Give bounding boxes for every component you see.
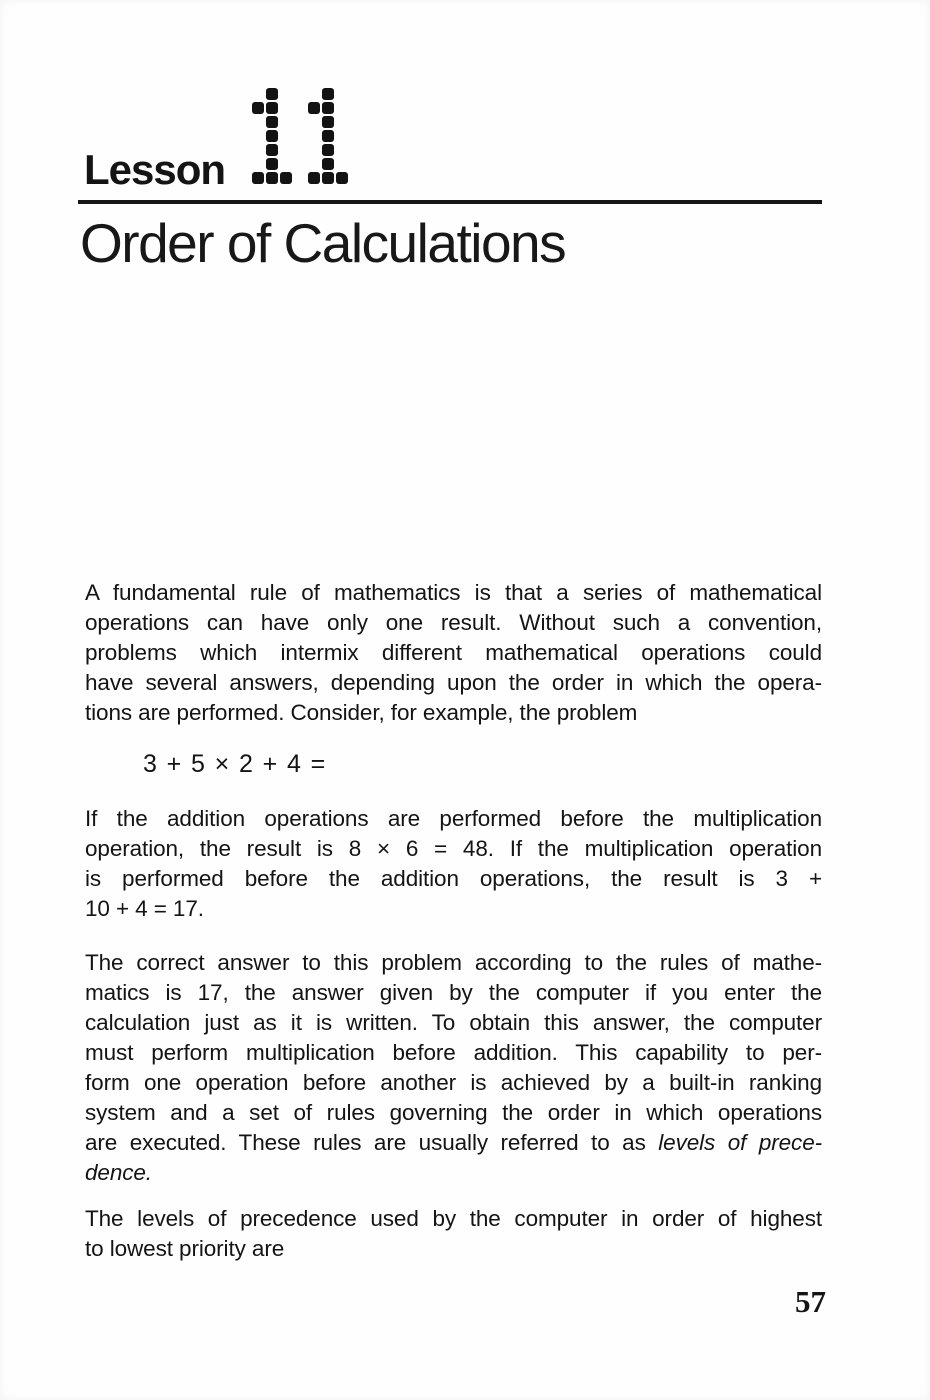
lesson-label: Lesson	[84, 146, 226, 193]
matrix-gap	[336, 116, 348, 128]
body-line: tions are performed. Consider, for example, the problem	[85, 700, 638, 725]
matrix-gap	[252, 130, 264, 142]
lesson-number-dot-matrix	[252, 88, 348, 184]
digit-matrix	[308, 88, 348, 184]
matrix-dot	[252, 102, 264, 114]
matrix-dot	[252, 172, 264, 184]
matrix-dot	[322, 172, 334, 184]
matrix-dot	[266, 88, 278, 100]
body-line: to lowest priority are	[85, 1236, 285, 1261]
matrix-dot	[266, 172, 278, 184]
matrix-gap	[308, 158, 320, 170]
matrix-dot	[308, 172, 320, 184]
matrix-dot	[266, 116, 278, 128]
matrix-gap	[252, 144, 264, 156]
body-line: problems which intermix different mathematical operations could	[85, 640, 822, 665]
body-line: operations can have only one result. Without such a convention,	[85, 610, 822, 635]
matrix-gap	[252, 116, 264, 128]
matrix-dot	[266, 144, 278, 156]
matrix-gap	[336, 102, 348, 114]
body-line: The correct answer to this problem according to the rules of mathe-	[85, 950, 822, 975]
matrix-dot	[322, 144, 334, 156]
body-text	[85, 578, 822, 1280]
lesson-header	[84, 88, 348, 193]
matrix-dot	[322, 102, 334, 114]
body-line-italic-segment: levels of prece-	[658, 1130, 822, 1155]
matrix-gap	[308, 116, 320, 128]
body-line: form one operation before another is achieved by a built-in ranking	[85, 1070, 822, 1095]
paragraph	[85, 948, 822, 1188]
matrix-dot	[308, 102, 320, 114]
body-line: system and a set of rules governing the order in which operations	[85, 1100, 822, 1125]
matrix-dot	[280, 172, 292, 184]
body-line-regular-segment: are executed. These rules are usually referred to as	[85, 1130, 659, 1155]
body-line: The levels of precedence used by the computer in order of highest	[85, 1206, 822, 1231]
digit-matrix	[252, 88, 292, 184]
matrix-gap	[252, 88, 264, 100]
matrix-dot	[322, 130, 334, 142]
matrix-gap	[252, 158, 264, 170]
matrix-dot	[266, 130, 278, 142]
matrix-gap	[308, 88, 320, 100]
page-title: Order of Calculations	[80, 212, 566, 274]
body-line: If the addition operations are performed before the multiplication	[85, 806, 822, 831]
matrix-gap	[308, 130, 320, 142]
matrix-gap	[336, 130, 348, 142]
paragraph	[85, 1204, 822, 1264]
math-expression: 3 + 5 × 2 + 4 =	[143, 750, 326, 778]
matrix-gap	[280, 144, 292, 156]
matrix-gap	[336, 158, 348, 170]
matrix-gap	[336, 88, 348, 100]
body-line: must perform multiplication before addition. This capability to per-	[85, 1040, 822, 1065]
header-rule-divider	[78, 200, 822, 204]
body-line: have several answers, depending upon the order in which the opera-	[85, 670, 822, 695]
matrix-gap	[280, 158, 292, 170]
body-line: matics is 17, the answer given by the computer if you enter the	[85, 980, 822, 1005]
matrix-dot	[322, 116, 334, 128]
paragraph	[85, 578, 822, 728]
matrix-gap	[336, 144, 348, 156]
body-line: A fundamental rule of mathematics is that a series of mathematical	[85, 580, 822, 605]
matrix-gap	[280, 116, 292, 128]
body-line: calculation just as it is written. To obtain this answer, the computer	[85, 1010, 822, 1035]
body-line: is performed before the addition operations, the result is 3 +	[85, 866, 822, 891]
body-line: 10 + 4 = 17.	[85, 896, 204, 921]
paragraph	[85, 804, 822, 924]
matrix-dot	[322, 88, 334, 100]
matrix-dot	[336, 172, 348, 184]
matrix-dot	[266, 102, 278, 114]
matrix-gap	[280, 102, 292, 114]
body-line-italic-segment: dence.	[85, 1160, 152, 1185]
matrix-gap	[280, 130, 292, 142]
page-number: 57	[795, 1284, 826, 1319]
matrix-gap	[280, 88, 292, 100]
body-line	[85, 1158, 822, 1188]
body-line	[85, 1128, 822, 1158]
body-line: operation, the result is 8 × 6 = 48. If the multiplication operation	[85, 836, 822, 861]
matrix-gap	[308, 144, 320, 156]
matrix-dot	[266, 158, 278, 170]
matrix-dot	[322, 158, 334, 170]
